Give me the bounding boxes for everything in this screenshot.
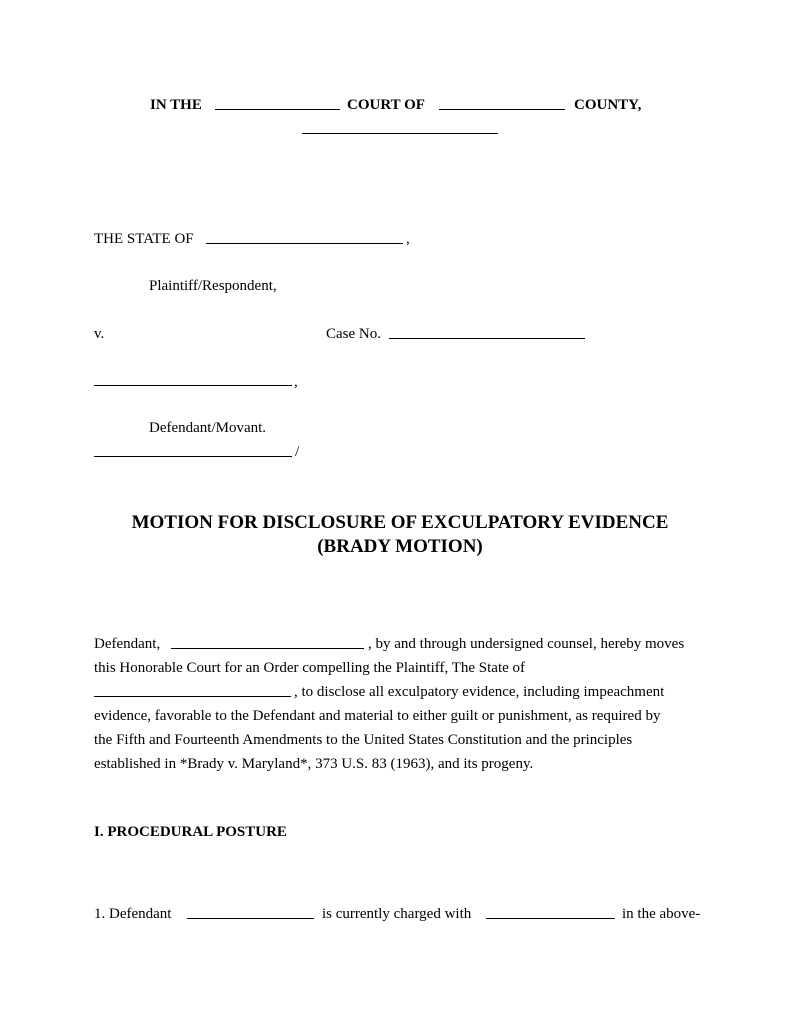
caption-state-of: THE STATE OF (94, 231, 194, 247)
court-header-in-the: IN THE (150, 97, 202, 113)
court-header-county: COUNTY, (574, 97, 642, 113)
court-name-blank (215, 109, 340, 110)
intro-defendant-blank (171, 648, 364, 649)
defendant-role: Defendant/Movant. (149, 420, 267, 436)
caption-slash: / (295, 444, 300, 460)
defendant-name-blank (94, 385, 292, 386)
court-header-court-of: COURT OF (347, 97, 425, 113)
para1-mid: is currently charged with (322, 906, 472, 922)
intro-line4: evidence, favorable to the Defendant and material to either guilt or punishment, as required by (94, 708, 661, 724)
intro-line2: this Honorable Court for an Order compelling the Plaintiff, The State of (94, 660, 526, 676)
para1-end: in the above- (622, 906, 701, 922)
para1-defendant-blank (187, 918, 314, 919)
intro-line1-start: Defendant, (94, 636, 161, 652)
plaintiff-role: Plaintiff/Respondent, (149, 278, 277, 294)
case-number-blank (389, 338, 585, 339)
intro-line3-end: , to disclose all exculpatory evidence, including impeachment (294, 684, 665, 700)
defendant-comma: , (294, 374, 298, 390)
versus-label: v. (94, 326, 105, 342)
section-heading-procedural-posture: I. PROCEDURAL POSTURE (94, 824, 287, 840)
intro-line6: established in *Brady v. Maryland*, 373 U.S. 83 (1963), and its progeny. (94, 756, 534, 772)
intro-line5: the Fifth and Fourteenth Amendments to the United States Constitution and the principles (94, 732, 633, 748)
caption-comma: , (406, 231, 410, 247)
caption-close-blank (94, 456, 292, 457)
state-of-blank (206, 243, 403, 244)
county-name-blank (439, 109, 565, 110)
para1-charge-blank (486, 918, 615, 919)
intro-line1-end: , by and through undersigned counsel, hereby moves (368, 636, 685, 652)
case-no-label: Case No. (326, 326, 381, 342)
para1-start: 1. Defendant (94, 906, 172, 922)
motion-title-line2: (BRADY MOTION) (317, 536, 483, 557)
state-name-blank (302, 133, 498, 134)
intro-state-blank (94, 696, 291, 697)
motion-title-line1: MOTION FOR DISCLOSURE OF EXCULPATORY EVIDENCE (131, 512, 669, 533)
